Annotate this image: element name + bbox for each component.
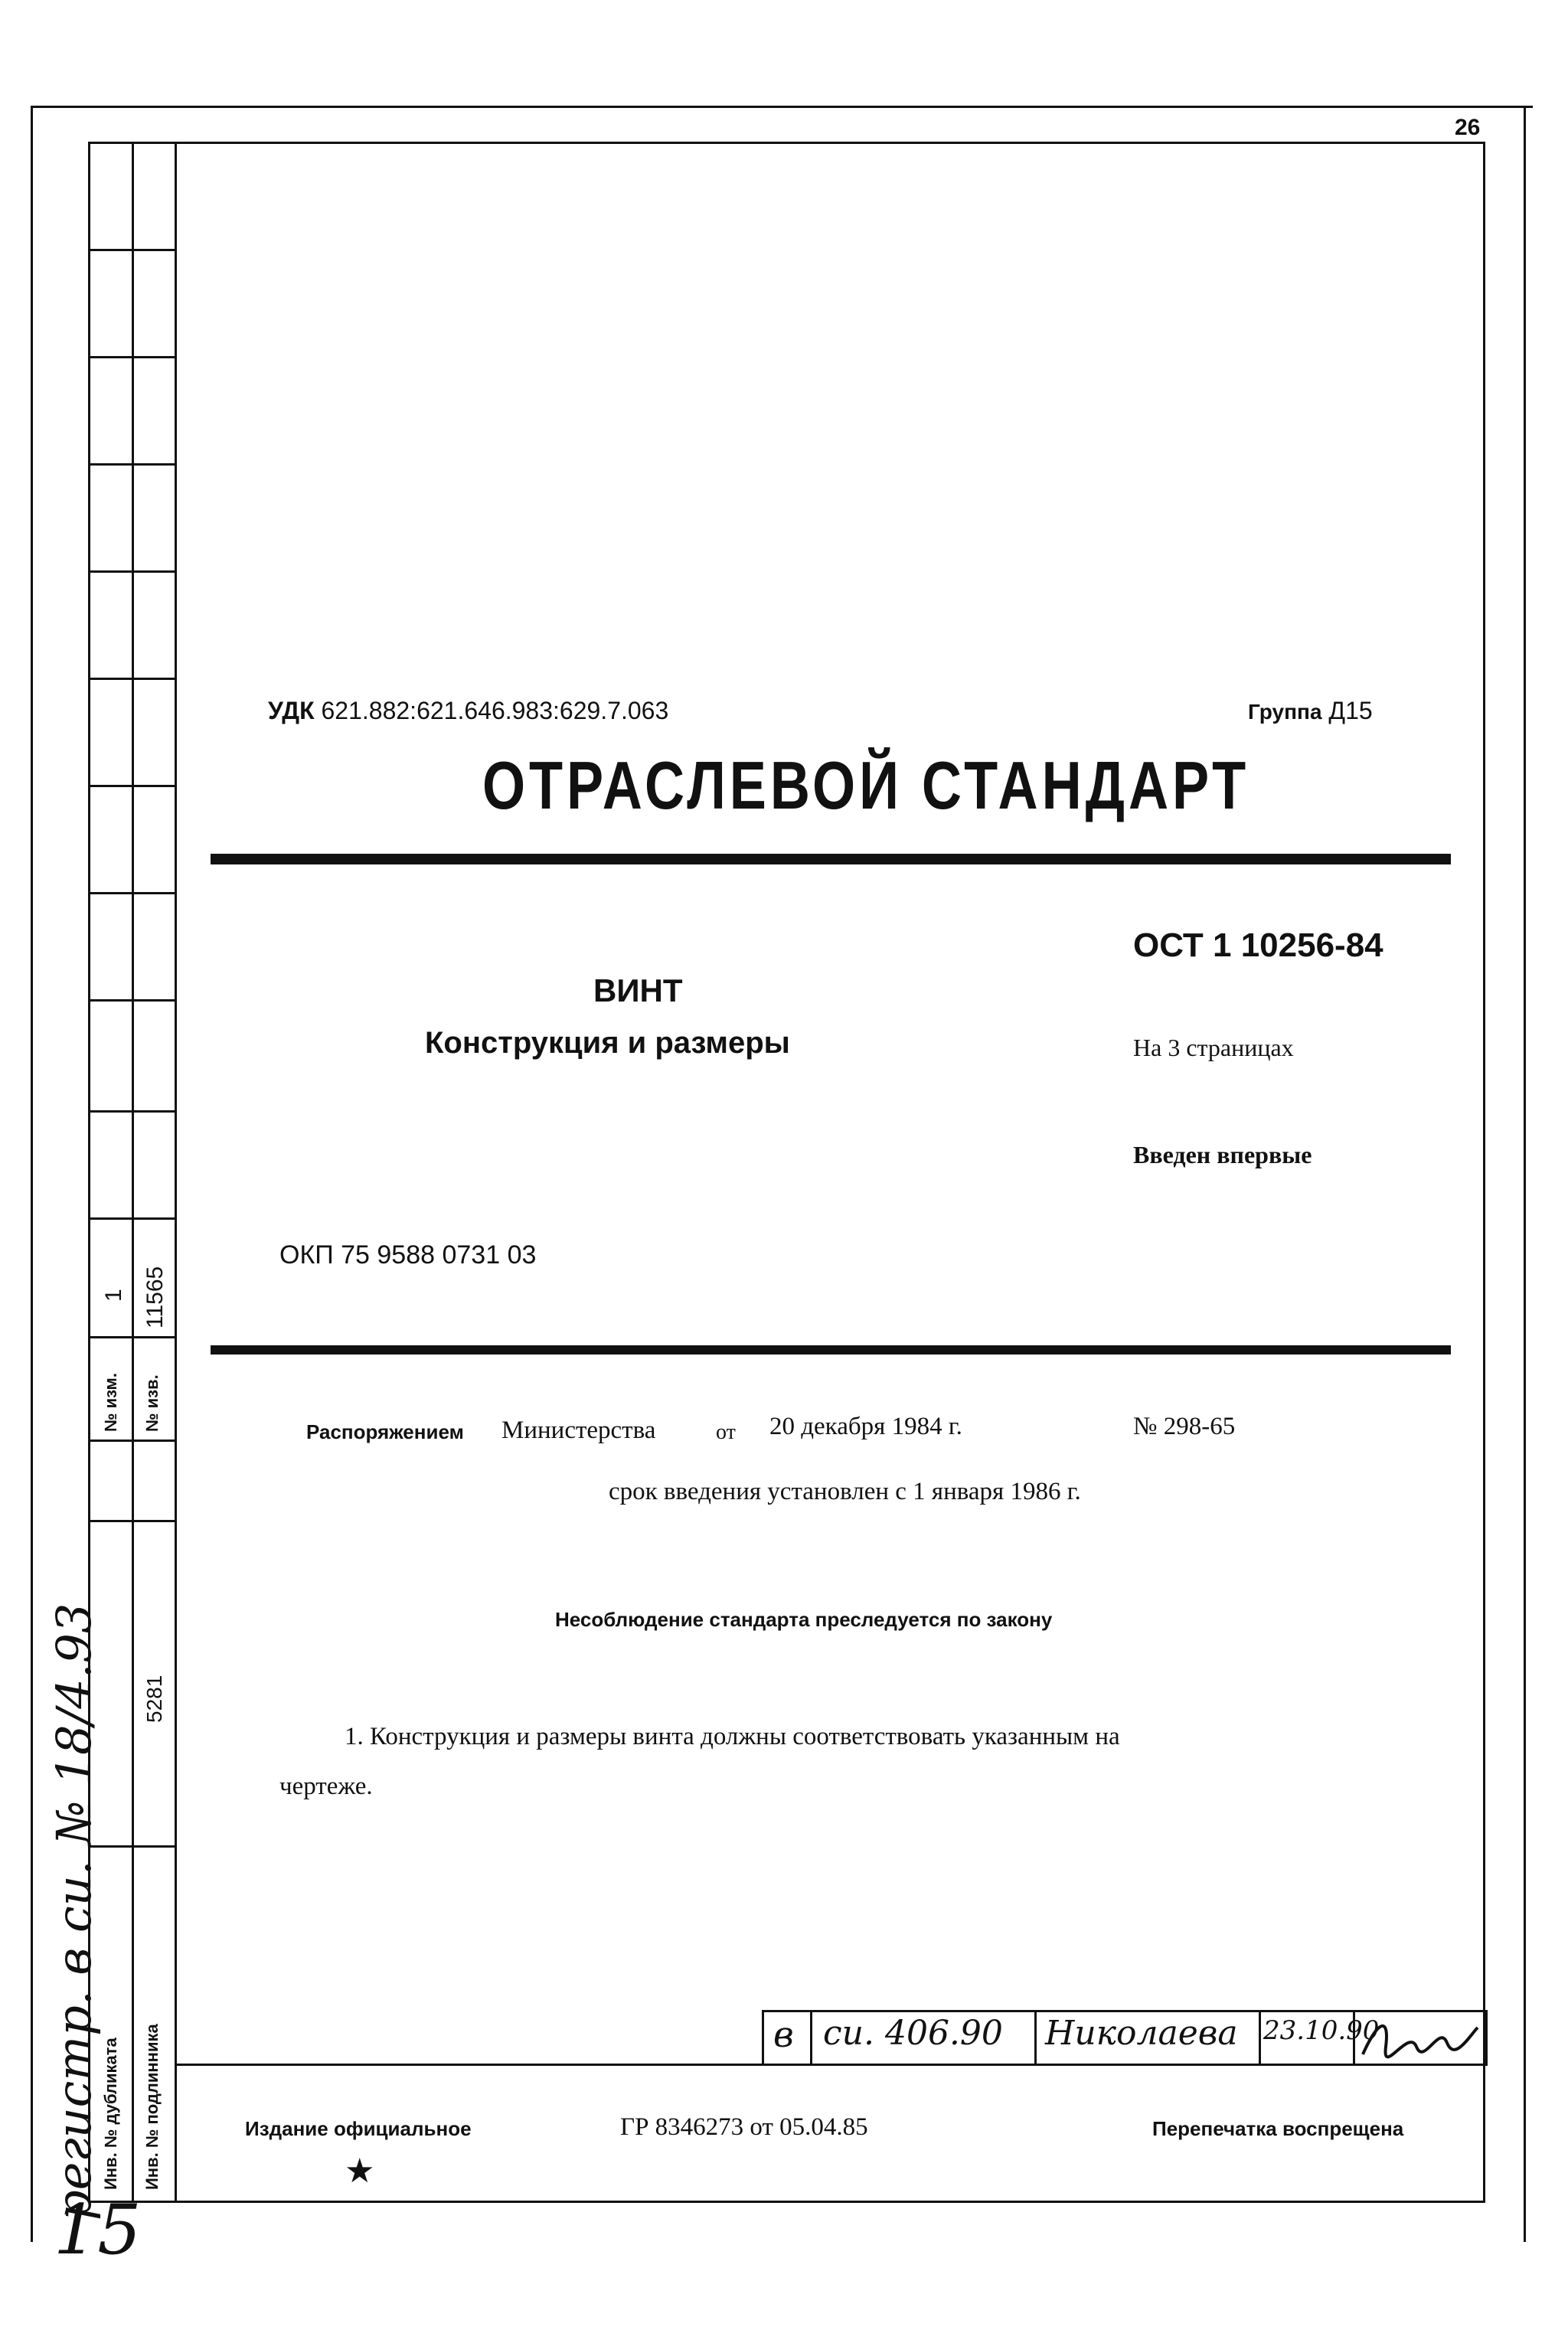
outer-frame-left [31, 106, 33, 2242]
inner-frame-bottom [88, 2201, 1485, 2203]
deadline-text: срок введения установлен с 1 января 1986 г. [609, 1478, 1081, 1505]
strip-row-line [88, 249, 175, 251]
strip-podl-value: 5281 [142, 1675, 166, 1723]
standard-subtitle: Конструкция и размеры [425, 1026, 790, 1060]
page-count: На 3 страницах [1133, 1034, 1294, 1061]
page-number: 26 [1455, 115, 1481, 140]
group-value: Д15 [1328, 697, 1373, 724]
footer-registration: ГР 8346273 от 05.04.85 [620, 2113, 868, 2141]
strip-row-line [88, 356, 175, 358]
order-ministry: Министерства [501, 1417, 656, 1444]
thick-rule-top [211, 854, 1451, 864]
order-from: от [716, 1420, 736, 1444]
strip-izm-label: № изм. [101, 1373, 120, 1432]
strip-row-line [88, 785, 175, 787]
content-left-border [175, 142, 177, 2201]
strip-row-line [88, 463, 175, 466]
order-number: № 298-65 [1133, 1413, 1236, 1440]
strip-row-line [88, 1440, 175, 1442]
footer-rule [175, 2064, 1485, 2066]
inner-frame-right [1483, 142, 1485, 2201]
strip-row-line [88, 892, 175, 894]
footer-official-edition: Издание официальное [245, 2117, 472, 2140]
strip-row-line [88, 1336, 175, 1338]
clause-line-2: чертеже. [279, 1773, 373, 1800]
udk-line [268, 697, 668, 725]
handwritten-side-note: регистр. в си. № 18/4.93 [46, 1603, 102, 2221]
strip-divider [132, 142, 134, 2201]
thick-rule-bottom [211, 1345, 1451, 1355]
introduced-note: Введен впервые [1133, 1141, 1312, 1168]
stamp-date: 23.10.90 [1263, 2015, 1380, 2046]
footer-reprint-forbidden: Перепечатка воспрещена [1152, 2117, 1404, 2140]
strip-row-line [88, 999, 175, 1002]
order-label: Распоряжением [306, 1420, 464, 1443]
strip-izm-value: 1 [101, 1289, 126, 1302]
strip-row-line [88, 678, 175, 680]
strip-izv-value: 11565 [142, 1266, 168, 1328]
strip-podl-label: Инв. № подлинника [142, 2024, 162, 2190]
strip-row-line [88, 1520, 175, 1522]
standard-code: ОСТ 1 10256-84 [1133, 926, 1383, 964]
udk-label: УДК [268, 697, 315, 724]
page-title: ОТРАСЛЕВОЙ СТАНДАРТ [482, 747, 1250, 823]
strip-row-line [88, 1217, 175, 1220]
clause-line-1: 1. Конструкция и размеры винта должны соответствовать указанным на [345, 1723, 1120, 1750]
udk-value: 621.882:621.646.983:629.7.063 [321, 697, 669, 724]
strip-row-line [88, 570, 175, 573]
standard-name: ВИНТ [593, 972, 683, 1008]
stamp-doc: си. 406.90 [823, 2014, 1003, 2053]
inner-frame-top [88, 142, 1485, 144]
strip-izv-label: № изв. [142, 1374, 162, 1432]
strip-row-line [88, 1110, 175, 1113]
outer-frame-right [1524, 106, 1526, 2242]
order-date: 20 декабря 1984 г. [769, 1413, 962, 1440]
outer-frame-top [31, 106, 1533, 108]
group-line [1248, 697, 1373, 725]
handwritten-corner-number: 15 [54, 2190, 142, 2270]
group-label: Группа [1248, 700, 1322, 724]
legal-notice: Несоблюдение стандарта преследуется по закону [555, 1608, 1053, 1631]
okp-code: ОКП 75 9588 0731 03 [279, 1240, 537, 1270]
star-icon: ★ [345, 2152, 375, 2190]
signature-mark [1355, 2012, 1481, 2063]
stamp-name: Николаева [1045, 2014, 1238, 2053]
strip-dubl-label: Инв. № дубликата [101, 2038, 120, 2190]
stamp-rev: в [773, 2014, 794, 2055]
